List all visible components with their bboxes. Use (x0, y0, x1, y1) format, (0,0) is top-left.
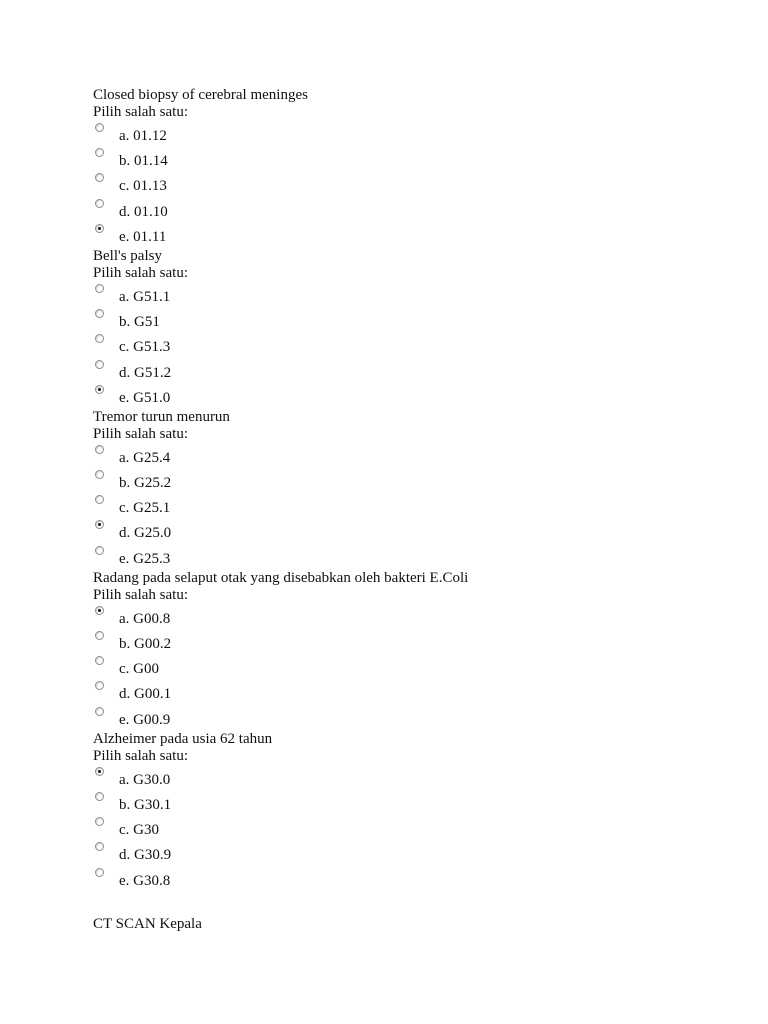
question-prompt: Pilih salah satu: (93, 104, 188, 120)
radio-button[interactable] (95, 606, 104, 615)
answer-option[interactable] (93, 841, 733, 866)
option-label: a. G51.1 (119, 288, 171, 305)
option-label: e. G30.8 (119, 872, 171, 889)
option-label: d. G25.0 (119, 525, 172, 542)
answer-option[interactable] (93, 172, 733, 197)
answer-option[interactable] (93, 791, 733, 816)
radio-button[interactable] (95, 792, 104, 801)
radio-button[interactable] (95, 520, 104, 529)
question-title: Bell's palsy (93, 247, 162, 264)
answer-option[interactable] (93, 545, 733, 570)
answer-option[interactable] (93, 867, 733, 892)
question-title: Closed biopsy of cerebral meninges (93, 87, 308, 103)
answer-option[interactable] (93, 223, 733, 248)
question-prompt: Pilih salah satu: (93, 425, 188, 442)
next-section-title: CT SCAN Kepala (93, 916, 202, 932)
option-label: e. 01.11 (119, 228, 167, 245)
question-prompt: Pilih salah satu: (93, 747, 188, 764)
radio-button[interactable] (95, 385, 104, 394)
option-label: c. 01.13 (119, 178, 167, 195)
answer-option[interactable] (93, 384, 733, 409)
option-label: b. 01.14 (119, 153, 168, 170)
option-label: b. G30.1 (119, 796, 172, 813)
answer-option[interactable] (93, 494, 733, 519)
option-label: d. G00.1 (119, 686, 172, 703)
radio-button[interactable] (95, 631, 104, 640)
option-label: a. G00.8 (119, 610, 171, 627)
question-block (93, 87, 733, 248)
radio-button[interactable] (95, 470, 104, 479)
option-label: a. G25.4 (119, 449, 171, 466)
radio-button[interactable] (95, 334, 104, 343)
option-label: c. G00 (119, 661, 159, 678)
radio-button[interactable] (95, 707, 104, 716)
answer-option[interactable] (93, 359, 733, 384)
question-block (93, 409, 733, 570)
radio-button[interactable] (95, 445, 104, 454)
answer-option[interactable] (93, 283, 733, 308)
answer-option[interactable] (93, 680, 733, 705)
radio-button[interactable] (95, 173, 104, 182)
question-block (93, 731, 733, 892)
answer-option[interactable] (93, 444, 733, 469)
answer-option[interactable] (93, 706, 733, 731)
radio-button[interactable] (95, 842, 104, 851)
radio-button[interactable] (95, 767, 104, 776)
option-label: d. G51.2 (119, 364, 172, 381)
option-label: c. G51.3 (119, 339, 171, 356)
question-title: Alzheimer pada usia 62 tahun (93, 730, 273, 747)
question-prompt: Pilih salah satu: (93, 586, 188, 603)
answer-option[interactable] (93, 198, 733, 223)
question-title: Radang pada selaput otak yang disebabkan oleh bakteri E.Coli (93, 569, 469, 586)
option-label: b. G51 (119, 314, 160, 331)
answer-option[interactable] (93, 147, 733, 172)
option-label: e. G00.9 (119, 711, 171, 728)
question-block (93, 570, 733, 731)
radio-button[interactable] (95, 495, 104, 504)
answer-option[interactable] (93, 308, 733, 333)
radio-button[interactable] (95, 681, 104, 690)
option-label: d. G30.9 (119, 847, 172, 864)
radio-button[interactable] (95, 309, 104, 318)
answer-option[interactable] (93, 816, 733, 841)
radio-button[interactable] (95, 868, 104, 877)
radio-button[interactable] (95, 656, 104, 665)
option-label: d. 01.10 (119, 203, 168, 220)
radio-button[interactable] (95, 148, 104, 157)
answer-option[interactable] (93, 655, 733, 680)
question-prompt: Pilih salah satu: (93, 264, 188, 281)
radio-button[interactable] (95, 360, 104, 369)
radio-button[interactable] (95, 546, 104, 555)
radio-button[interactable] (95, 123, 104, 132)
answer-option[interactable] (93, 605, 733, 630)
answer-option[interactable] (93, 469, 733, 494)
option-label: b. G00.2 (119, 636, 172, 652)
option-label: a. G30.0 (119, 771, 171, 788)
radio-button[interactable] (95, 284, 104, 293)
answer-option[interactable] (93, 766, 733, 791)
question-block (93, 248, 733, 409)
answer-option[interactable] (93, 122, 733, 147)
option-label: e. G25.3 (119, 550, 171, 567)
answer-option[interactable] (93, 519, 733, 544)
option-label: e. G51.0 (119, 389, 171, 406)
option-label: c. G25.1 (119, 500, 171, 517)
question-title: Tremor turun menurun (93, 408, 230, 425)
radio-button[interactable] (95, 199, 104, 208)
option-label: a. 01.12 (119, 128, 167, 144)
answer-option[interactable] (93, 333, 733, 358)
answer-option[interactable] (93, 630, 733, 655)
radio-button[interactable] (95, 224, 104, 233)
option-label: c. G30 (119, 822, 159, 839)
quiz-document (93, 87, 733, 892)
option-label: b. G25.2 (119, 475, 172, 492)
radio-button[interactable] (95, 817, 104, 826)
